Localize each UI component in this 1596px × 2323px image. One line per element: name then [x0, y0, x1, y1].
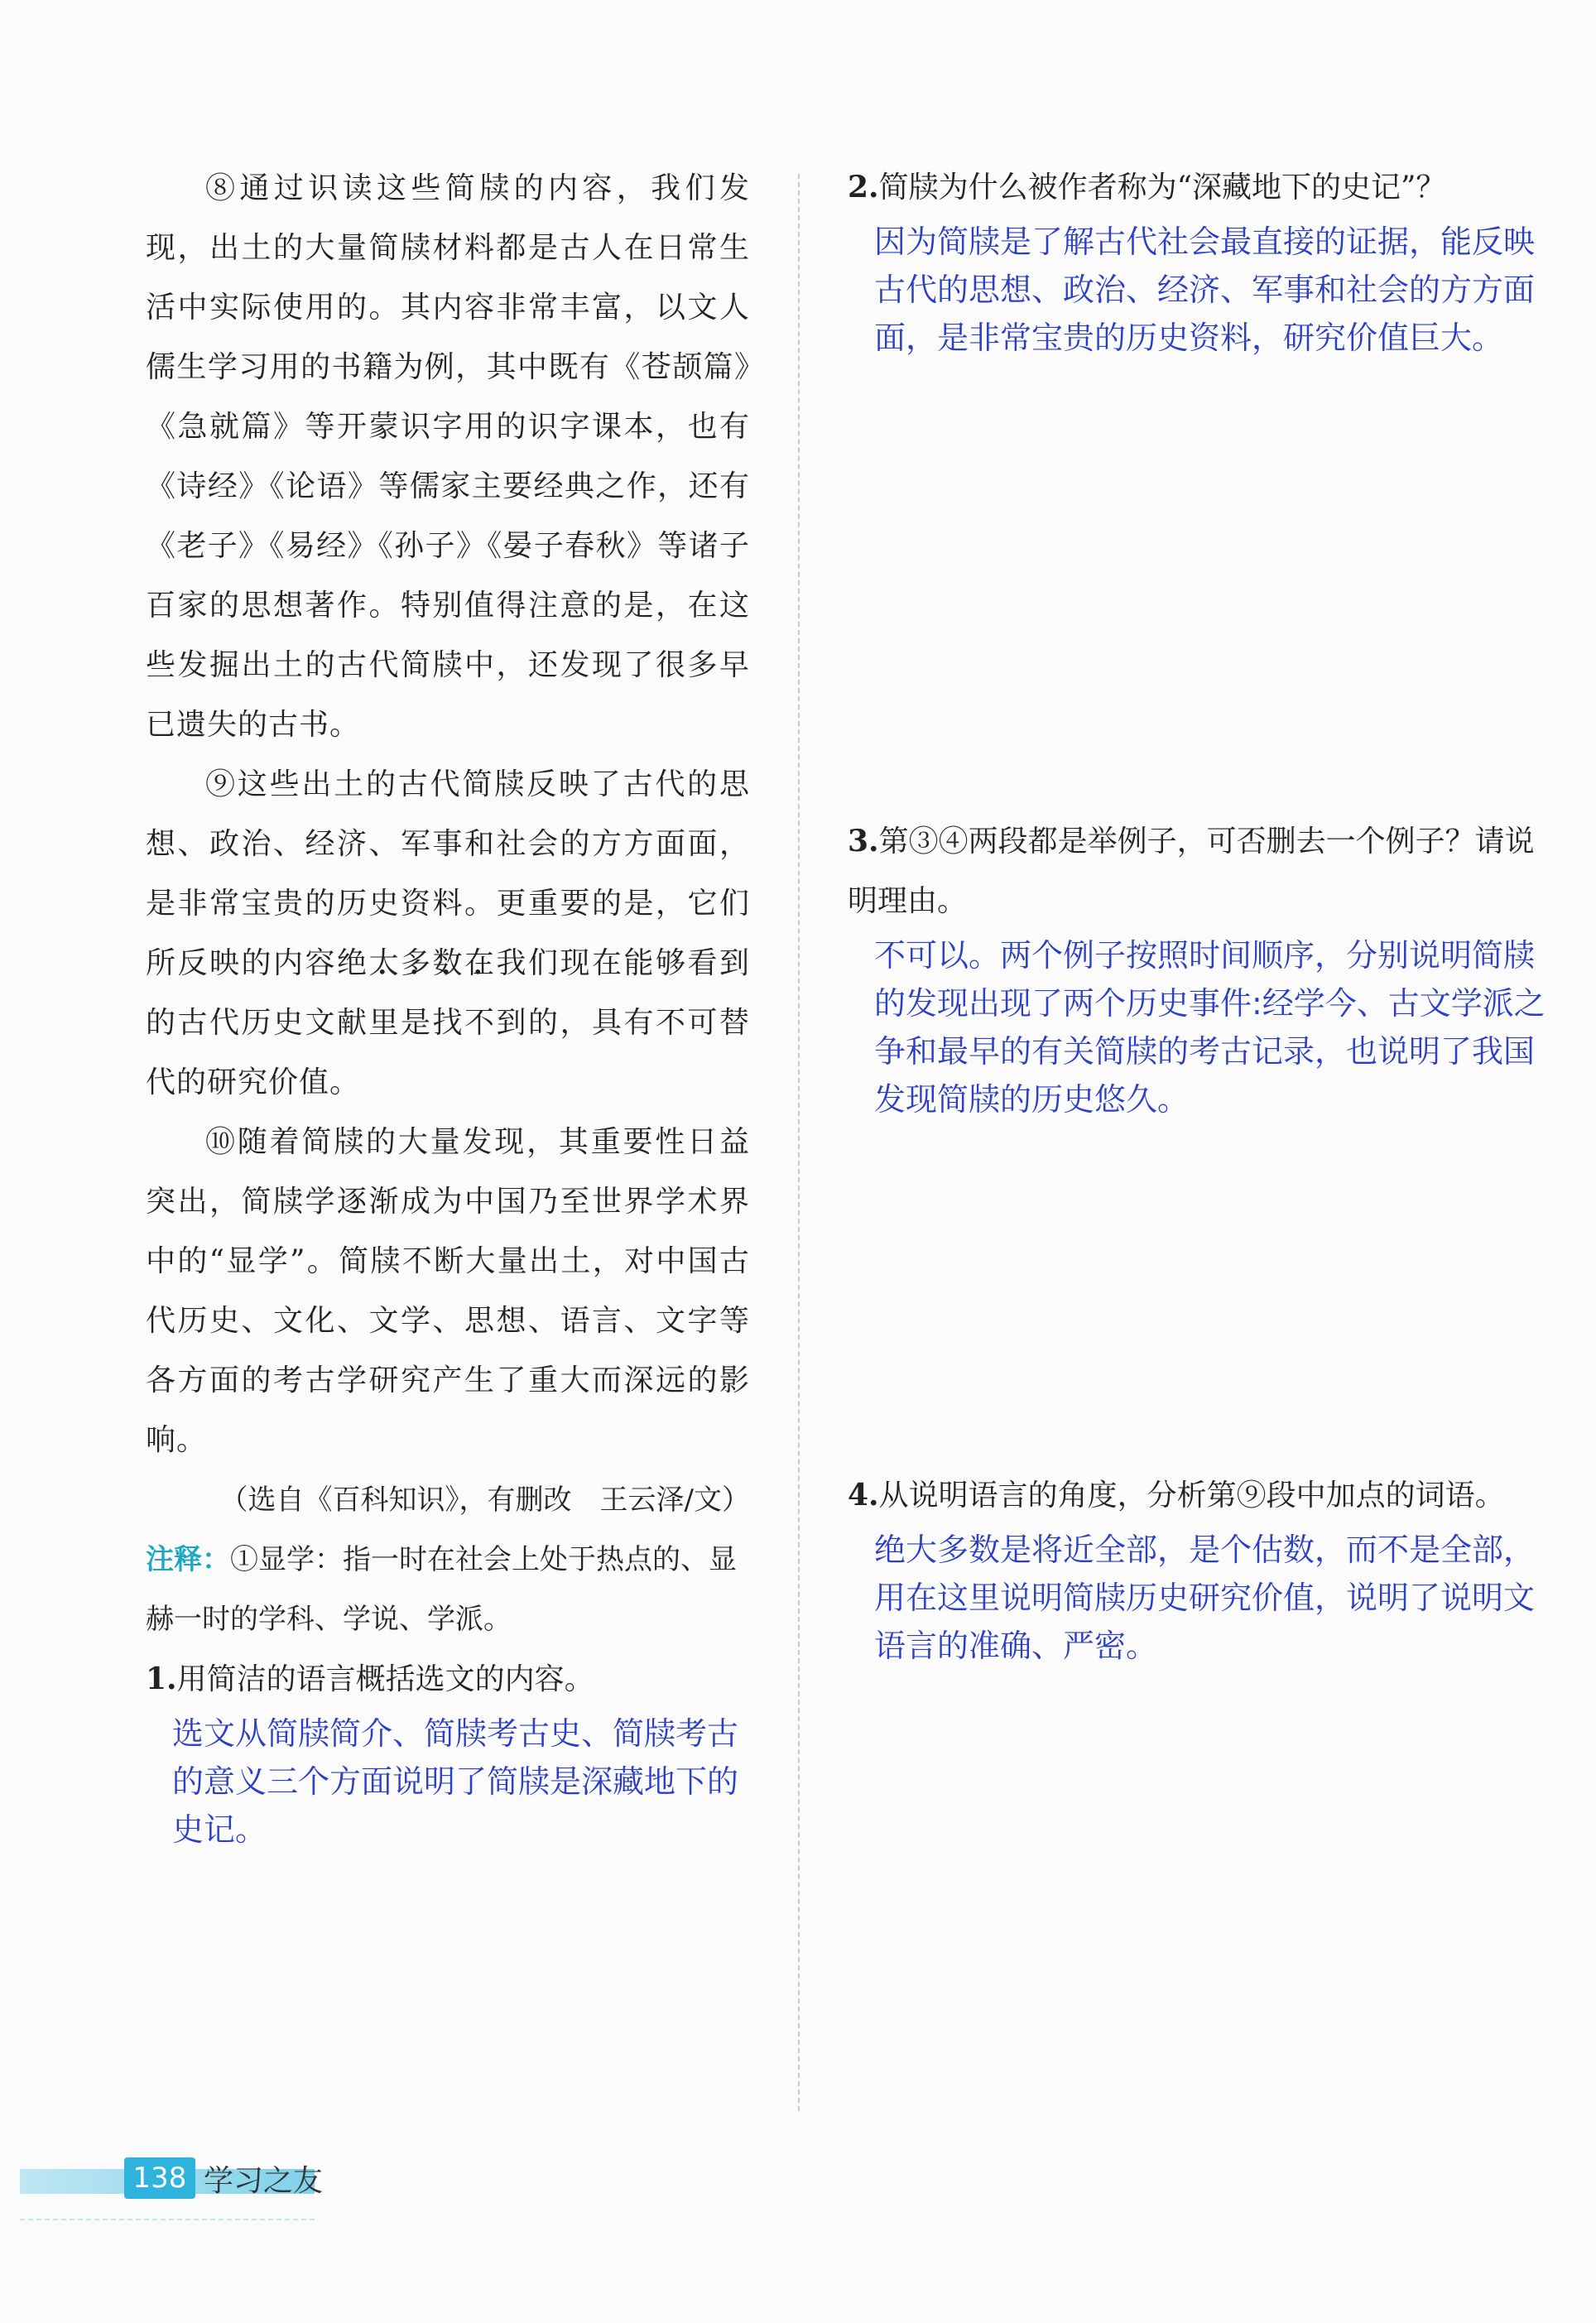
emphasized-char: 多	[400, 946, 433, 980]
source-citation: （选自《百科知识》，有删改 王云泽/文）	[219, 1484, 750, 1517]
book-title: 学习之友	[204, 2164, 324, 2198]
question-3-answer: 不可以。两个例子按照时间顺序，分别说明简牍的发现出现了两个历史事件:经学今、古文学派之争和最早的有关简牍的考古记录，也说明了我国发现简牍的历史悠久。	[874, 937, 1546, 1118]
column-divider	[798, 174, 800, 2111]
paragraph-9-after: 在我们现在能够看到的古代历史文献里是找不到的，具有不可替代的研究价值。	[146, 946, 750, 1099]
question-4-prompt: 4.从说明语言的角度，分析第⑨段中加点的词语。	[848, 1478, 1505, 1513]
annotation-label: 注释：	[146, 1543, 230, 1576]
paragraph-9-before: ⑨这些出土的古代简牍反映了古代的思想、政治、经济、军事和社会的方方面面，是非常宝贵的历史资料。更重要的是，它们所反映的内容	[146, 767, 750, 980]
question-4-answer: 绝大多数是将近全部，是个估数，而不是全部，用在这里说明简牍历史研究价值，说明了说明文语言的准确、严密。	[874, 1532, 1536, 1664]
paragraph-10: ⑩随着简牍的大量发现，其重要性日益突出，简牍学逐渐成为中国乃至世界学术界中的“显学”。简牍不断大量出土，对中国古代历史、文化、文学、思想、语言、文字等各方面的考古学研究产生了重大而深远的影响。	[146, 1125, 750, 1457]
emphasized-char: 绝	[336, 946, 369, 980]
question-1-answer: 选文从简牍简介、简牍考古史、简牍考古的意义三个方面说明了简牍是深藏地下的史记。	[172, 1715, 739, 1848]
emphasized-char: 大	[368, 946, 401, 980]
question-3	[848, 811, 1560, 1123]
paragraph-8: ⑧通过识读这些简牍的内容，我们发现，出土的大量简牍材料都是古人在日常生活中实际使用的。其内容非常丰富，以文人儒生学习用的书籍为例，其中既有《苍颉篇》《急就篇》等开蒙识字用的识字课本，也有《诗经》《论语》等儒家主要经典之作，还有《老子》《易经》《孙子》《晏子春秋》等诸子百家的思想著作。特别值得注意的是，在这些发掘出土的古代简牍中，还发现了很多早已遗失的古书。	[146, 171, 750, 742]
footer-divider	[20, 2219, 315, 2220]
question-1	[146, 1649, 750, 1854]
question-2-answer: 因为简牍是了解古代社会最直接的证据，能反映古代的思想、政治、经济、军事和社会的方方面面，是非常宝贵的历史资料，研究价值巨大。	[874, 224, 1536, 356]
paragraph-9	[146, 755, 750, 1113]
question-3-prompt: 3.第③④两段都是举例子，可否删去一个例子？请说明理由。	[848, 824, 1535, 918]
question-2-prompt: 2.简牍为什么被作者称为“深藏地下的史记”？	[848, 170, 1446, 204]
emphasized-char: 数	[432, 946, 464, 980]
question-1-prompt: 1.用简洁的语言概括选文的内容。	[146, 1662, 594, 1696]
page-number: 138	[124, 2157, 195, 2199]
emphasized-phrase	[337, 946, 464, 980]
article-column	[146, 159, 750, 1854]
annotation	[146, 1530, 750, 1649]
annotation-text: ①显学：指一时在社会上处于热点的、显赫一时的学科、学说、学派。	[146, 1543, 737, 1636]
question-4	[848, 1465, 1560, 1670]
question-2	[848, 157, 1560, 362]
